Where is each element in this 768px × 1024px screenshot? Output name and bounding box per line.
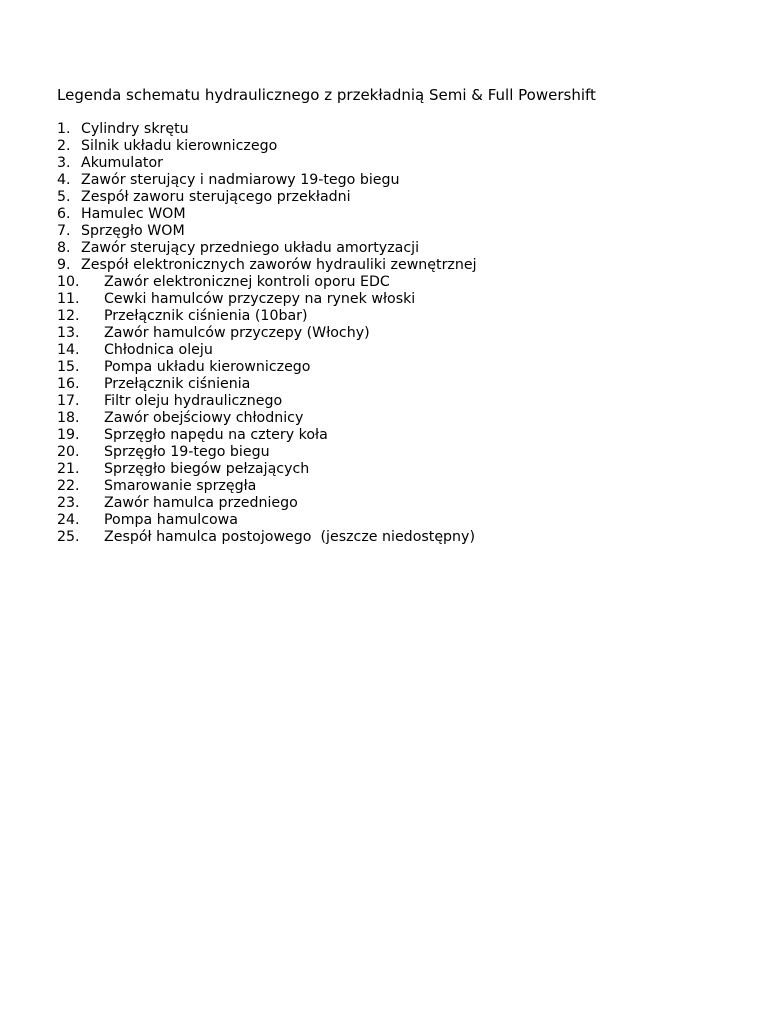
legend-item bbox=[57, 529, 477, 546]
legend-item-number: 19. bbox=[57, 427, 80, 443]
legend-item-number: 21. bbox=[57, 461, 80, 477]
legend-item-text: Zawór sterujący przedniego układu amortyzacji bbox=[81, 240, 420, 256]
legend-item-number: 1. bbox=[57, 121, 71, 137]
legend-item-number: 16. bbox=[57, 376, 80, 392]
legend-item bbox=[57, 155, 477, 172]
legend-item bbox=[57, 461, 477, 478]
legend-item-number: 12. bbox=[57, 308, 80, 324]
legend-item-text: Sprzęgło 19-tego biegu bbox=[104, 444, 270, 460]
legend-item-text: Filtr oleju hydraulicznego bbox=[104, 393, 283, 409]
legend-item-text: Cylindry skrętu bbox=[81, 121, 189, 137]
legend-item-text: Pompa hamulcowa bbox=[104, 512, 238, 528]
legend-item-text: Zespół elektronicznych zaworów hydrauliki zewnętrznej bbox=[81, 257, 477, 273]
legend-item-text: Przełącznik ciśnienia (10bar) bbox=[104, 308, 308, 324]
legend-item-text: Sprzęgło biegów pełzających bbox=[104, 461, 310, 477]
legend-item bbox=[57, 308, 477, 325]
legend-item-text: Pompa układu kierowniczego bbox=[104, 359, 311, 375]
legend-item-number: 6. bbox=[57, 206, 71, 222]
legend-item-number: 4. bbox=[57, 172, 71, 188]
legend-item-number: 18. bbox=[57, 410, 80, 426]
legend-item-number: 10. bbox=[57, 274, 80, 290]
legend-item bbox=[57, 274, 477, 291]
legend-item-text: Chłodnica oleju bbox=[104, 342, 213, 358]
legend-item-number: 11. bbox=[57, 291, 80, 307]
legend-item bbox=[57, 478, 477, 495]
legend-item bbox=[57, 495, 477, 512]
legend-item bbox=[57, 393, 477, 410]
legend-item bbox=[57, 189, 477, 206]
legend-item-text: Zawór elektronicznej kontroli oporu EDC bbox=[104, 274, 390, 290]
legend-item-number: 5. bbox=[57, 189, 71, 205]
legend-item bbox=[57, 376, 477, 393]
legend-item-number: 25. bbox=[57, 529, 80, 545]
legend-item bbox=[57, 410, 477, 427]
legend-item-number: 24. bbox=[57, 512, 80, 528]
legend-item bbox=[57, 342, 477, 359]
legend-item-text: Smarowanie sprzęgła bbox=[104, 478, 257, 494]
legend-item-text: Cewki hamulców przyczepy na rynek włoski bbox=[104, 291, 416, 307]
legend-item bbox=[57, 257, 477, 274]
legend-item bbox=[57, 240, 477, 257]
legend-item-number: 3. bbox=[57, 155, 71, 171]
legend-list bbox=[57, 121, 477, 546]
legend-item-text: Przełącznik ciśnienia bbox=[104, 376, 251, 392]
legend-item-text: Sprzęgło WOM bbox=[81, 223, 185, 239]
document-title: Legenda schematu hydraulicznego z przekładnią Semi & Full Powershift bbox=[57, 86, 596, 104]
legend-item-number: 7. bbox=[57, 223, 71, 239]
legend-item-number: 2. bbox=[57, 138, 71, 154]
legend-item bbox=[57, 325, 477, 342]
legend-item-number: 9. bbox=[57, 257, 71, 273]
legend-item-number: 17. bbox=[57, 393, 80, 409]
legend-item bbox=[57, 427, 477, 444]
legend-item-number: 14. bbox=[57, 342, 80, 358]
legend-item-number: 15. bbox=[57, 359, 80, 375]
legend-item-text: Akumulator bbox=[81, 155, 164, 171]
legend-item bbox=[57, 172, 477, 189]
legend-item-number: 13. bbox=[57, 325, 80, 341]
legend-item bbox=[57, 206, 477, 223]
legend-item-number: 20. bbox=[57, 444, 80, 460]
legend-item-text: Zespół zaworu sterującego przekładni bbox=[81, 189, 351, 205]
legend-item-text: Sprzęgło napędu na cztery koła bbox=[104, 427, 328, 443]
legend-item-text: Hamulec WOM bbox=[81, 206, 186, 222]
legend-item bbox=[57, 223, 477, 240]
legend-item-text: Zawór obejściowy chłodnicy bbox=[104, 410, 304, 426]
legend-item-text: Zawór hamulców przyczepy (Włochy) bbox=[104, 325, 370, 341]
legend-item bbox=[57, 121, 477, 138]
legend-item bbox=[57, 512, 477, 529]
legend-item bbox=[57, 291, 477, 308]
legend-item bbox=[57, 138, 477, 155]
legend-item-number: 22. bbox=[57, 478, 80, 494]
legend-item-text: Zespół hamulca postojowego (jeszcze niedostępny) bbox=[104, 529, 475, 545]
legend-item bbox=[57, 444, 477, 461]
legend-item bbox=[57, 359, 477, 376]
legend-item-text: Silnik układu kierowniczego bbox=[81, 138, 278, 154]
legend-item-text: Zawór sterujący i nadmiarowy 19-tego biegu bbox=[81, 172, 400, 188]
legend-item-number: 23. bbox=[57, 495, 80, 511]
legend-item-text: Zawór hamulca przedniego bbox=[104, 495, 298, 511]
legend-item-number: 8. bbox=[57, 240, 71, 256]
